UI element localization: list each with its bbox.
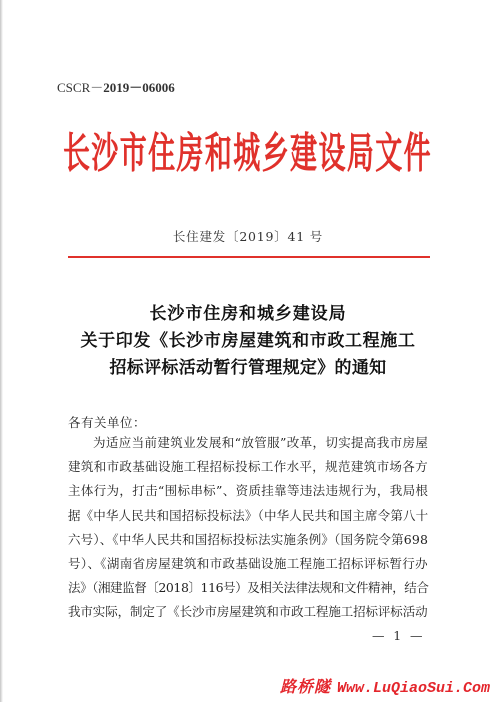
body-line-text: 六号）、《中华人民共和国招标投标法实施条例》（国务院令第698 bbox=[68, 531, 429, 547]
body-line bbox=[68, 431, 428, 455]
notice-title bbox=[0, 301, 496, 382]
red-header-title-text: 长沙市住房和城乡建设局文件 bbox=[63, 130, 432, 179]
body-line bbox=[68, 600, 428, 624]
notice-title-line-2: 关于印发《长沙市房屋建筑和市政工程施工 bbox=[80, 331, 416, 351]
notice-title-line bbox=[0, 355, 496, 382]
body-line-text: 法》（湘建监督〔2018〕116号）及相关法律法规和文件精神，结合 bbox=[68, 580, 429, 596]
serial-number bbox=[57, 80, 175, 96]
document-number: 长住建发〔2019〕41 号 bbox=[172, 229, 324, 244]
watermark-brand: 路桥隧 bbox=[279, 677, 331, 696]
serial-prefix: CSCR－ bbox=[57, 80, 104, 95]
salutation-text: 各有关单位： bbox=[68, 415, 147, 430]
document-number-row bbox=[0, 229, 496, 245]
red-divider-line bbox=[68, 256, 430, 258]
salutation bbox=[68, 415, 146, 431]
body-line bbox=[68, 455, 428, 479]
body-line bbox=[68, 528, 428, 552]
notice-title-line-1: 长沙市住房和城乡建设局 bbox=[149, 304, 347, 324]
watermark-url: Www.LuQiaoSui.Com bbox=[336, 680, 490, 697]
body-line-text: 为适应当前建筑业发展和“放管服”改革，切实提高我市房屋 bbox=[93, 435, 429, 450]
body-line-text: 我市实际，制定了《长沙市房屋建筑和市政工程施工招标评标活动 bbox=[68, 604, 428, 620]
notice-title-line bbox=[0, 301, 496, 328]
body-line bbox=[68, 552, 428, 576]
body-line bbox=[68, 504, 428, 528]
red-header-title bbox=[63, 132, 432, 179]
notice-title-line-3: 招标评标活动暂行管理规定》的通知 bbox=[109, 358, 387, 378]
site-watermark bbox=[280, 677, 490, 699]
notice-title-line bbox=[0, 328, 496, 355]
page-number bbox=[372, 628, 425, 644]
body-line-text: 号）、《湖南省房屋建筑和市政基础设施工程施工招标评标暂行办 bbox=[68, 555, 429, 571]
body-line bbox=[68, 576, 428, 600]
body-paragraph bbox=[68, 431, 428, 625]
body-line-text: 主体行为，打击“围标串标”、资质挂靠等违法违规行为，我局根 bbox=[68, 483, 429, 499]
serial-code: 2019－06006 bbox=[103, 80, 175, 95]
body-line bbox=[68, 479, 428, 503]
body-line-text: 据《中华人民共和国招标投标法》（中华人民共和国主席令第八十 bbox=[68, 507, 429, 523]
body-line-text: 建筑和市政基础设施工程招标投标工作水平，规范建筑市场各方 bbox=[68, 459, 429, 475]
page-number-text: — 1 — bbox=[372, 628, 425, 643]
